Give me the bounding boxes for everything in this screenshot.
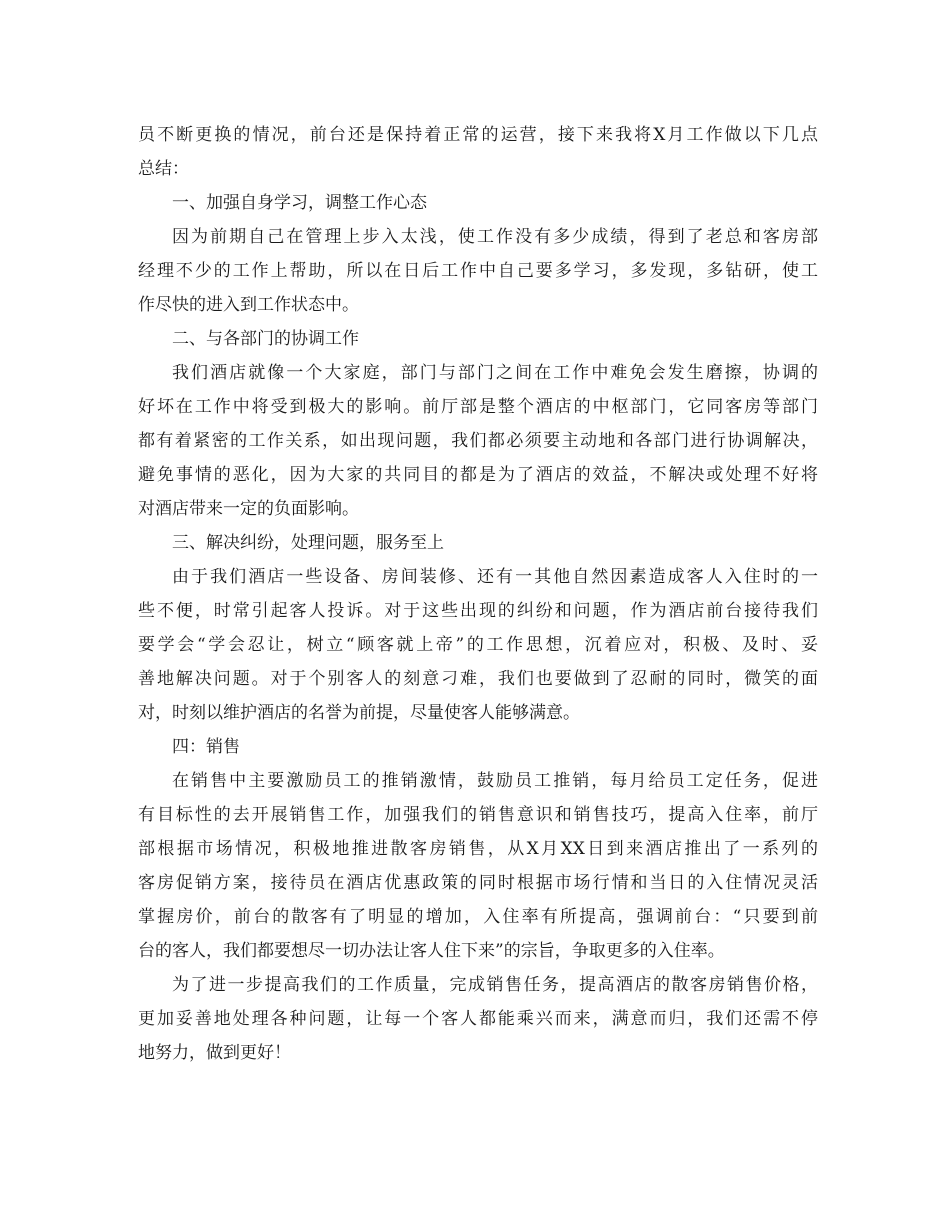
document-body — [138, 118, 818, 1070]
text-line: 些不便，时常引起客人投诉。对于这些出现的纠纷和问题，作为酒店前台接待我们 — [138, 601, 818, 621]
text-line: 部根据市场情况，积极地推进散客房销售，从X月XX日到来酒店推出了一系列的 — [138, 839, 818, 859]
text-line: 为了进一步提高我们的工作质量，完成销售任务，提高酒店的散客房销售价格， — [172, 975, 818, 995]
text-line: 好坏在工作中将受到极大的影响。前厅部是整个酒店的中枢部门，它同客房等部门 — [138, 397, 818, 417]
text-line: 在销售中主要激励员工的推销激情，鼓励员工推销，每月给员工定任务，促进 — [172, 771, 818, 791]
text-line: 善地解决问题。对于个别客人的刻意刁难，我们也要做到了忍耐的同时，微笑的面 — [138, 669, 818, 689]
text-line: 对，时刻以维护酒店的名誉为前提，尽量使客人能够满意。 — [138, 703, 580, 723]
section-heading: 一、加强自身学习，调整工作心态 — [172, 193, 427, 213]
text-line: 要学会“学会忍让，树立“顾客就上帝”的工作思想，沉着应对，积极、及时、妥 — [138, 635, 818, 655]
text-line: 经理不少的工作上帮助，所以在日后工作中自己要多学习，多发现，多钻研，使工 — [138, 261, 818, 281]
text-line: 掌握房价，前台的散客有了明显的增加，入住率有所提高，强调前台：“只要到前 — [138, 907, 818, 927]
text-line: 地努力，做到更好！ — [138, 1043, 291, 1063]
section-heading: 四：销售 — [172, 737, 240, 757]
text-line: 因为前期自己在管理上步入太浅，使工作没有多少成绩，得到了老总和客房部 — [172, 227, 818, 247]
text-line: 作尽快的进入到工作状态中。 — [138, 295, 359, 315]
text-line: 避免事情的恶化，因为大家的共同目的都是为了酒店的效益，不解决或处理不好将 — [138, 465, 818, 485]
text-line: 客房促销方案，接待员在酒店优惠政策的同时根据市场行情和当日的入住情况灵活 — [138, 873, 818, 893]
text-line: 有目标性的去开展销售工作，加强我们的销售意识和销售技巧，提高入住率，前厅 — [138, 805, 818, 825]
text-line: 总结： — [138, 159, 189, 179]
section-heading: 二、与各部门的协调工作 — [172, 329, 359, 349]
text-line: 我们酒店就像一个大家庭，部门与部门之间在工作中难免会发生磨擦，协调的 — [172, 363, 818, 383]
text-line: 台的客人，我们都要想尽一切办法让客人住下来”的宗旨，争取更多的入住率。 — [138, 941, 725, 961]
text-line: 由于我们酒店一些设备、房间装修、还有一其他自然因素造成客人入住时的一 — [172, 567, 818, 587]
section-heading: 三、解决纠纷，处理问题，服务至上 — [172, 533, 444, 553]
text-line: 员不断更换的情况，前台还是保持着正常的运营，接下来我将X月工作做以下几点 — [138, 125, 818, 145]
text-line: 对酒店带来一定的负面影响。 — [138, 499, 359, 519]
text-line: 都有着紧密的工作关系，如出现问题，我们都必须要主动地和各部门进行协调解决， — [138, 431, 818, 451]
text-line: 更加妥善地处理各种问题，让每一个客人都能乘兴而来，满意而归，我们还需不停 — [138, 1009, 818, 1029]
